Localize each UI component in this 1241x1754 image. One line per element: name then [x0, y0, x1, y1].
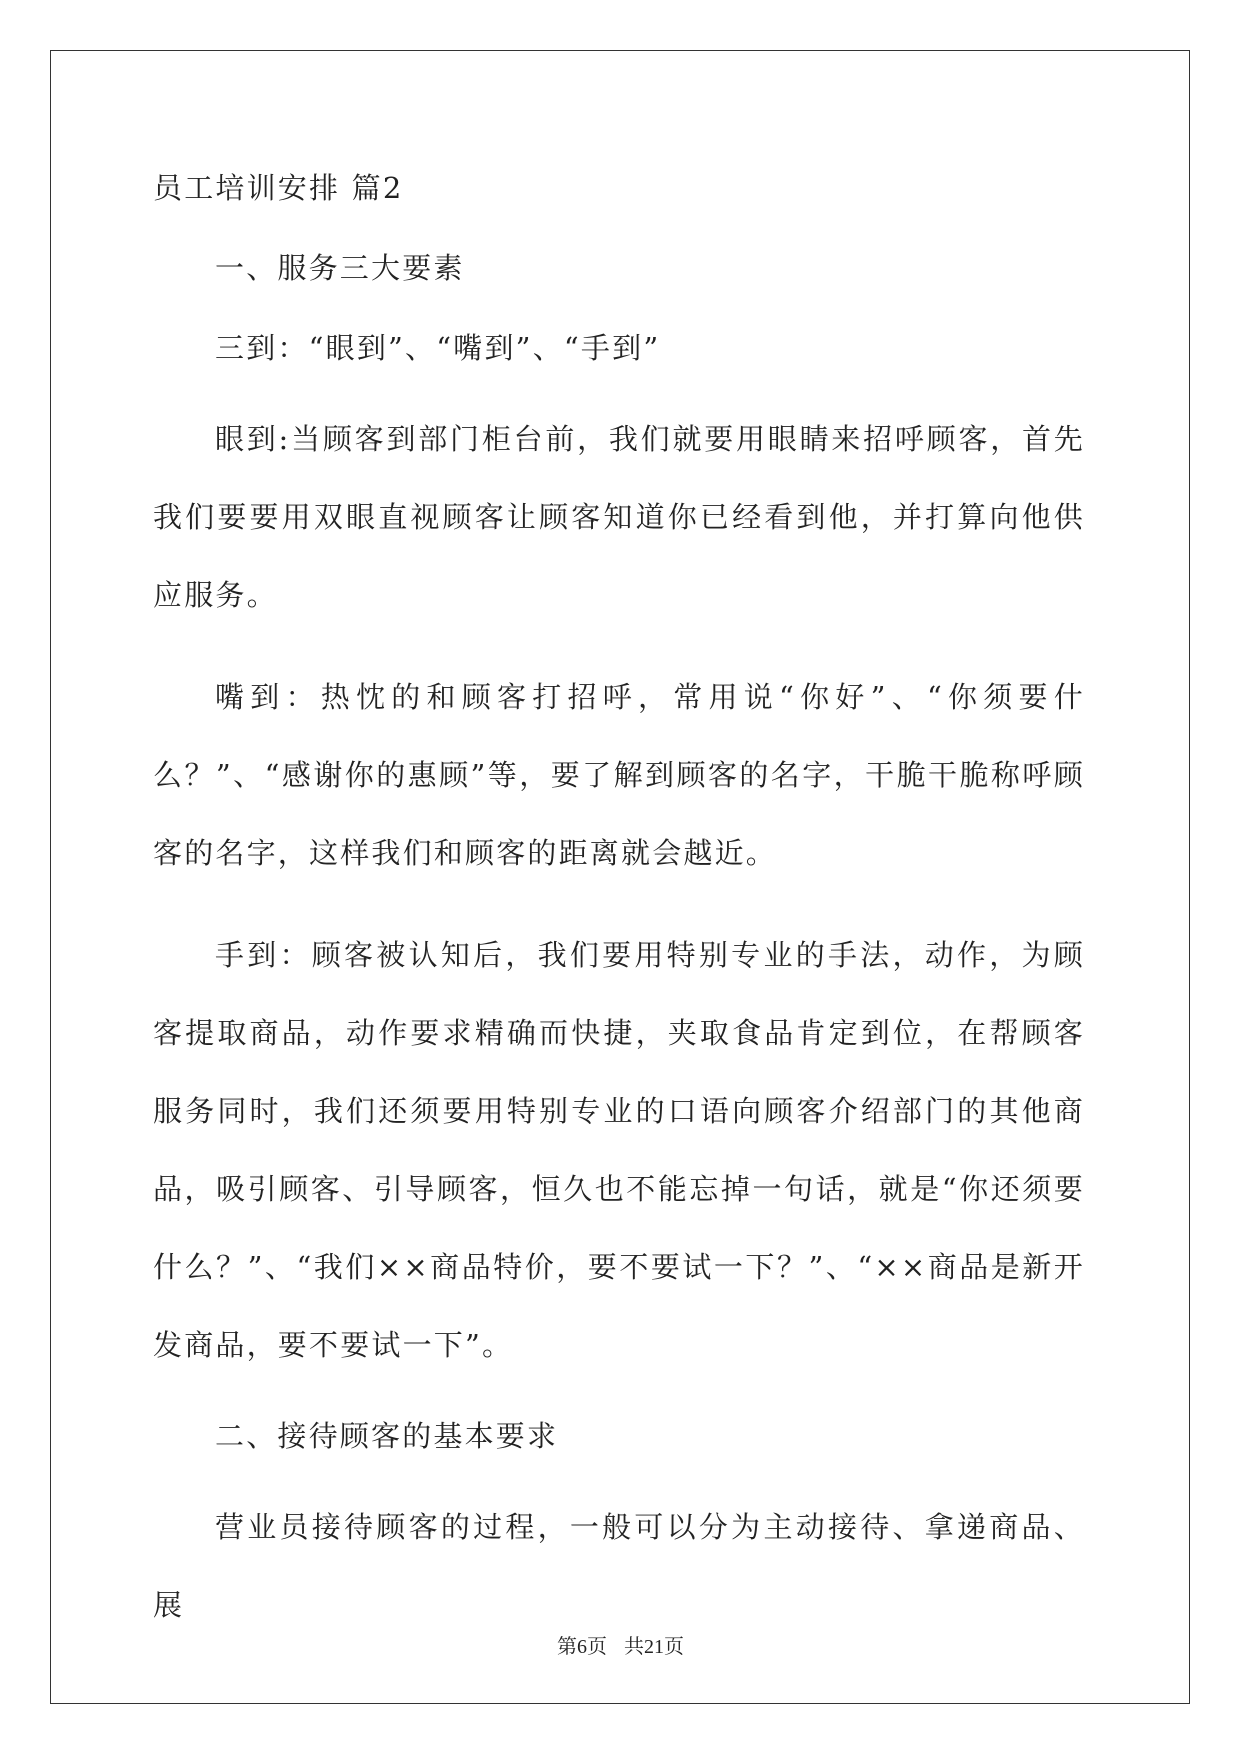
paragraph-mouth: 嘴到：热忱的和顾客打招呼，常用说“你好”、“你须要什么？”、“感谢你的惠顾”等，要了解到顾客的名字，干脆干脆称呼顾客的名字，这样我们和顾客的距离就会越近。	[153, 680, 1085, 870]
page-total: 共21页	[624, 1636, 684, 1658]
paragraph-eyes: 眼到:当顾客到部门柜台前，我们就要用眼睛来招呼顾客，首先我们要要用双眼直视顾客让顾客知道你已经看到他，并打算向他供应服务。	[153, 422, 1085, 612]
document-title: 员工培训安排 篇2	[153, 171, 404, 205]
paragraph-hands: 手到：顾客被认知后，我们要用特别专业的手法，动作，为顾客提取商品，动作要求精确而快捷，夹取食品肯定到位，在帮顾客服务同时，我们还须要用特别专业的口语向顾客介绍部门的其他商品，吸引顾客、引导顾客，恒久也不能忘掉一句话，就是“你还须要什么？”、“我们××商品特价，要不要试一下？”、“××商品是新开发商品，要不要试一下”。	[153, 938, 1085, 1362]
page-footer	[0, 1630, 1241, 1659]
section-heading-1: 一、服务三大要素	[215, 251, 465, 285]
paragraph-three-points: 三到：“眼到”、“嘴到”、“手到”	[215, 331, 661, 365]
paragraph-reception: 营业员接待顾客的过程，一般可以分为主动接待、拿递商品、展	[153, 1510, 1085, 1622]
section-heading-2: 二、接待顾客的基本要求	[215, 1419, 559, 1453]
document-body	[153, 160, 1085, 1668]
page-number: 第6页	[557, 1636, 607, 1658]
